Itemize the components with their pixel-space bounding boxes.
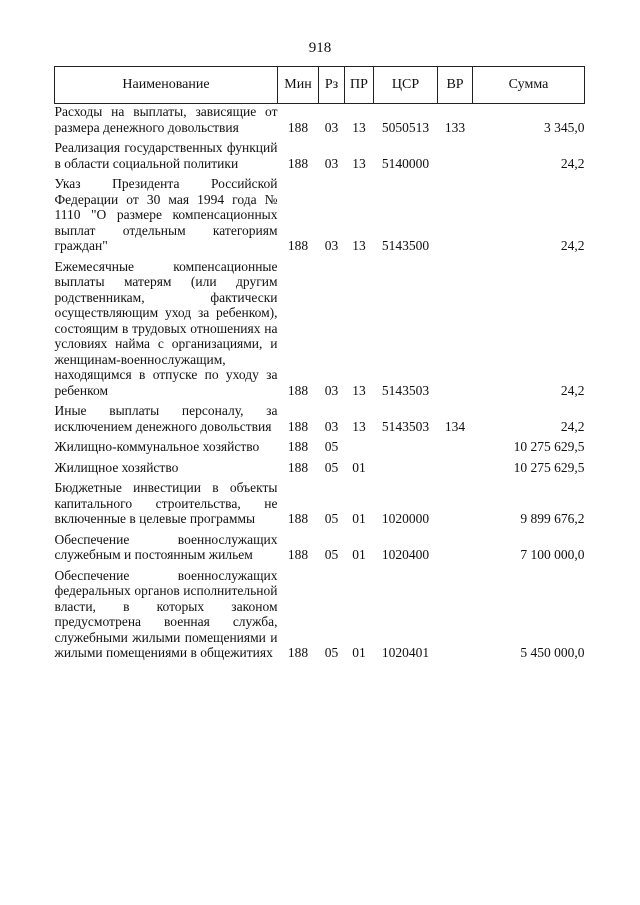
row-csr: 5050513 [381,119,430,135]
budget-table [54,66,585,666]
header-vr: ВР [438,67,473,104]
row-rz: 03 [324,155,339,171]
row-min: 188 [287,382,309,398]
row-name: Бюджетные инвестиции в объекты капитального строительства, не включенные в целевые программы [54,480,278,526]
row-sum: 24,2 [560,382,585,398]
row-min: 188 [287,547,309,562]
header-name: Наименование [55,67,278,104]
row-sum: 10 275 629,5 [513,439,585,454]
header-min: Мин [278,67,319,104]
row-rz: 05 [324,439,339,454]
row-vr: 133 [444,119,466,135]
row-pr: 01 [352,459,366,475]
row-name-cell [55,403,278,439]
row-min: 188 [287,511,309,526]
row-pr: 13 [352,155,366,171]
header-sum: Сумма [473,67,585,104]
row-pr: 13 [352,418,366,434]
row-vr [438,532,473,568]
row-name: Иные выплаты персоналу, за исключением денежного довольствия [54,403,278,434]
row-pr: 01 [352,547,366,562]
row-pr [345,439,374,460]
row-csr: 5143503 [381,382,430,398]
row-rz: 03 [324,418,339,434]
row-sum: 3 345,0 [544,119,585,135]
row-sum: 5 450 000,0 [520,645,585,660]
row-name-cell [55,140,278,176]
row-name-cell [55,439,278,460]
row-name: Жилищно-коммунальное хозяйство [54,439,260,454]
header-rz: Рз [319,67,345,104]
table-row [55,140,585,176]
row-rz: 05 [324,645,339,660]
row-name: Ежемесячные компенсационные выплаты матерям (или другим родственникам, фактически осуществляющим уход за ребенком), состоящим в трудовых отношениях на условиях найма с организациями, и женщинам-военнослужащим, находящимся в отпуске по уходу за ребенком [54,258,278,398]
table-row [55,480,585,532]
row-rz: 03 [324,382,339,398]
row-name: Реализация государственных функций в области социальной политики [54,140,278,171]
table-header-row [55,67,585,104]
row-vr [438,176,473,259]
table-body [55,104,585,666]
row-min: 188 [287,418,309,434]
row-csr [374,460,438,481]
header-csr: ЦСР [374,67,438,104]
row-rz: 05 [324,511,339,526]
table-row [55,568,585,666]
row-vr [438,568,473,666]
row-name-cell [55,104,278,141]
table-row [55,439,585,460]
row-name: Указ Президента Российской Федерации от 30 мая 1994 года № 1110 "О размере компенсационных выплат отдельным категориям граждан" [54,176,278,253]
row-vr [438,480,473,532]
row-csr: 1020400 [381,547,430,562]
row-pr: 01 [352,645,366,660]
row-name-cell [55,259,278,404]
table-row [55,532,585,568]
table-row [55,460,585,481]
row-min: 188 [287,155,309,171]
row-min: 188 [287,119,309,135]
row-vr [438,460,473,481]
table-row [55,104,585,141]
row-sum: 7 100 000,0 [520,547,585,562]
row-min: 188 [287,645,309,660]
row-name: Обеспечение военнослужащих служебным и постоянным жильем [54,531,278,562]
row-name: Обеспечение военнослужащих федеральных органов исполнительной власти, в которых законом предусмотрена военная служба, служебными жилыми помещениями и жилыми помещениями в общежитиях [54,567,278,660]
row-pr: 13 [352,119,366,135]
row-vr: 134 [444,418,466,434]
row-name: Расходы на выплаты, зависящие от размера денежного довольствия [54,104,278,135]
row-sum: 24,2 [560,238,585,253]
row-sum: 24,2 [560,155,585,171]
row-csr: 5143503 [381,418,430,434]
row-vr [438,140,473,176]
row-pr: 13 [352,382,366,398]
table-row [55,259,585,404]
row-name: Жилищное хозяйство [54,459,179,475]
row-pr: 01 [352,511,366,526]
row-rz: 05 [324,459,339,475]
row-csr: 1020401 [381,645,430,660]
row-rz: 03 [324,119,339,135]
row-min: 188 [287,238,309,253]
row-sum: 24,2 [560,418,585,434]
page-number: 918 [308,40,332,56]
row-name-cell [55,480,278,532]
row-vr [438,259,473,404]
row-pr: 13 [352,238,366,253]
row-rz: 05 [324,547,339,562]
header-pr: ПР [345,67,374,104]
row-name-cell [55,568,278,666]
row-min: 188 [287,439,309,454]
row-sum: 10 275 629,5 [513,459,585,475]
row-csr: 5143500 [381,238,430,253]
row-vr [438,439,473,460]
row-name-cell [55,532,278,568]
row-csr [374,439,438,460]
row-rz: 03 [324,238,339,253]
row-name-cell [55,176,278,259]
table-row [55,176,585,259]
table-row [55,403,585,439]
row-name-cell [55,460,278,481]
row-sum: 9 899 676,2 [520,511,585,526]
row-csr: 5140000 [381,155,430,171]
row-csr: 1020000 [381,511,430,526]
row-min: 188 [287,459,309,475]
